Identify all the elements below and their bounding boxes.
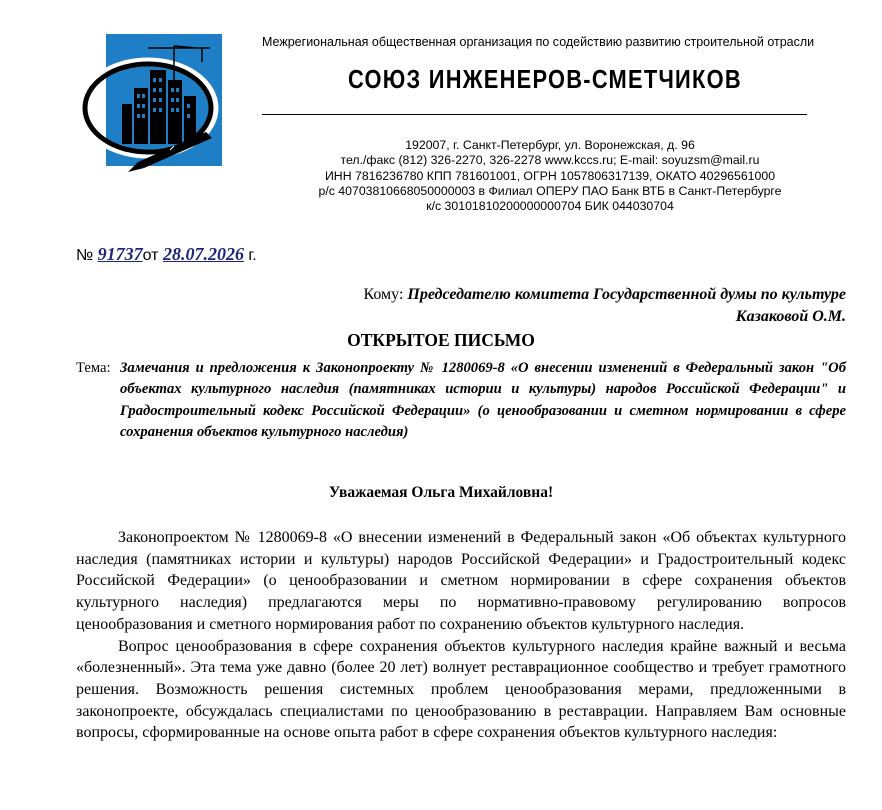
letter-title: ОТКРЫТОЕ ПИСЬМО bbox=[347, 330, 535, 350]
contacts-block bbox=[262, 138, 838, 214]
body-paragraph-2: Вопрос ценообразования в сфере сохранения объектов культурного наследия крайне важный и весьма «болезненный». Эта тема уже давно (более 20 лет) волнует реставрационное сообщество и требует грамотного решения. Возможность решения системных проблем ценообразования мерами, предложенными в законопроекте, обсуждалась специалистами по ценообразованию в реставрации. Направляем Вам основные вопросы, сформированные на основе опыта работ в сфере сохранения объектов культурного наследия: bbox=[76, 637, 846, 742]
reference-from-label: от bbox=[142, 247, 159, 264]
org-subtitle: Межрегиональная общественная организация по содействию развитию строительной отрасли bbox=[262, 35, 815, 49]
contact-phone-web-email: тел./факс (812) 326-2270, 326-2278 www.kccs.ru; E-mail: soyuzsm@mail.ru bbox=[340, 153, 760, 168]
city-buildings-pen-logo-icon bbox=[78, 34, 228, 172]
header-divider bbox=[262, 114, 807, 115]
contact-correspondent-account: к/с 30101810200000000704 БИК 044030704 bbox=[426, 199, 674, 214]
reference-suffix: г. bbox=[248, 247, 257, 264]
addressee-position: Председателю комитета Государственной думы по культуре bbox=[407, 286, 846, 303]
letter-body bbox=[76, 527, 846, 744]
subject-label: Тема: bbox=[76, 360, 111, 376]
addressee-label: Кому: bbox=[363, 286, 404, 303]
contact-bank-account: р/с 40703810668050000003 в Филиал ОПЕРУ ПАО Банк ВТБ в Санкт-Петербурге bbox=[318, 183, 782, 198]
reference-prefix: № bbox=[76, 247, 94, 264]
contact-address: 192007, г. Санкт-Петербург, ул. Воронежская, д. 96 bbox=[405, 138, 695, 152]
body-paragraph-1: Законопроектом № 1280069-8 «О внесении изменений в Федеральный закон «Об объектах культурного наследия (памятниках истории и культуры) народов Российской Федерации» и Градостроительный кодекс Российской Федерации» (о ценообразовании и сметном нормировании в сфере сохранения объектов культурного наследия) предлагаются меры по нормативно-правовому регулированию вопросов ценообразования и сметного нормирования работ по сохранению объектов культурного наследия. bbox=[76, 529, 846, 633]
reference-line bbox=[76, 244, 257, 265]
addressee-block bbox=[363, 284, 846, 327]
addressee-name: Казаковой О.М. bbox=[735, 307, 846, 325]
org-name: СОЮЗ ИНЖЕНЕРОВ-СМЕТЧИКОВ bbox=[348, 64, 742, 94]
subject-text: Замечания и предложения к Законопроекту № 1280069-8 «О внесении изменений в Федеральный закон "Об объектах культурного наследия (памятниках истории и культуры) народов Российской Федерации" и Градостроительный кодекс Российской Федерации» (о ценообразовании и сметном нормировании в сфере сохранения объектов культурного наследия) bbox=[120, 360, 846, 440]
contact-tax-ids: ИНН 7816236780 КПП 781601001, ОГРН 1057806317139, ОКАТО 40296561000 bbox=[324, 168, 776, 183]
reference-number: 91737 bbox=[97, 244, 143, 264]
subject-block bbox=[76, 358, 846, 443]
reference-date: 28.07.2026 bbox=[162, 244, 244, 264]
salutation: Уважаемая Ольга Михайловна! bbox=[328, 484, 554, 501]
